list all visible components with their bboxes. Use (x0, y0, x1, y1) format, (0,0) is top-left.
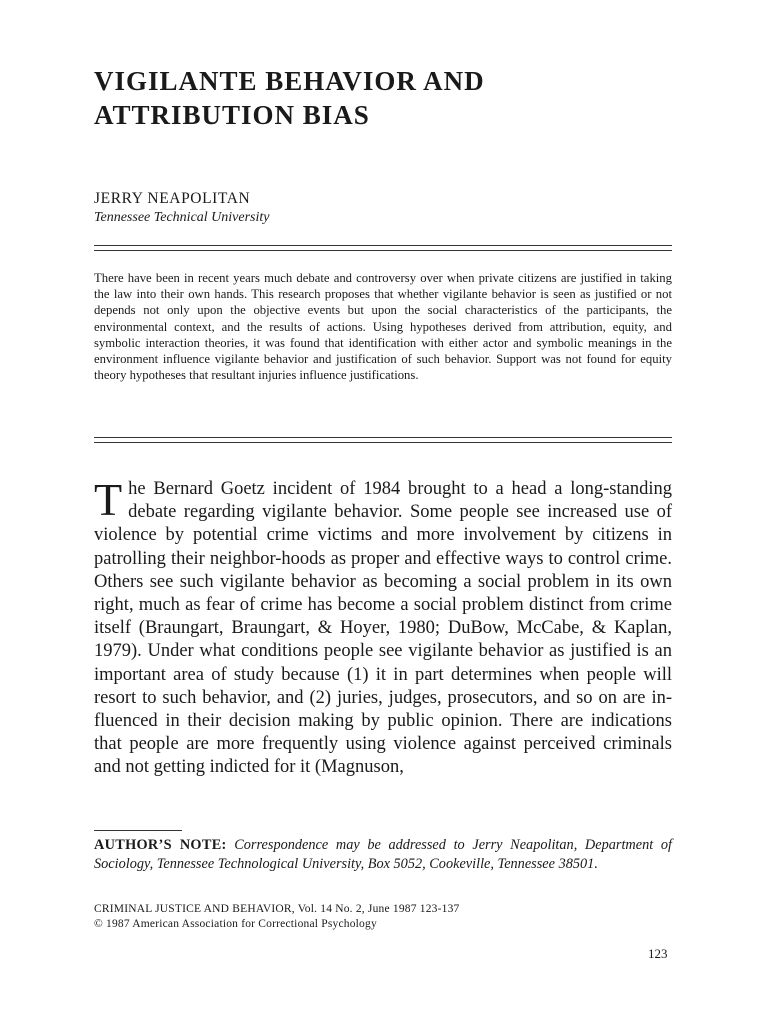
authors-note-text: Correspondence may be addressed to Jerry Neapolitan, Department of Sociology, Tennessee Technological University, Box 5052, Cookeville, Tennessee 38501. (94, 837, 672, 872)
journal-citation: CRIMINAL JUSTICE AND BEHAVIOR, Vol. 14 No. 2, June 1987 123-137 (94, 903, 460, 915)
author-affiliation: Tennessee Technical University (94, 210, 270, 225)
author-name: JERRY NEAPOLITAN (94, 190, 251, 207)
abstract-bottom-rule (94, 437, 672, 443)
abstract-top-rule (94, 245, 672, 251)
body-paragraph-text: he Bernard Goetz incident of 1984 brought to a head a long-standing debate regarding vigilante behavior. Some people see increased use of violence by potential crime victims and more involvement by citizens in patrolling their neighbor-hoods as proper and effective ways to control crime. Others see such vigilante behavior as becoming a social problem in its own right, much as fear of crime has become a social problem distinct from crime itself (Braungart, Braungart, & Hoyer, 1980; DuBow, McCabe, & Kaplan, 1979). Under what conditions people see vigilante behavior as justified is an important area of study because (1) it in part determines when people will resort to such behavior, and (2) juries, judges, prosecutors, and so on are in-fluenced in their decision making by public opinion. There are indications that people are more frequently using violence against perceived criminals and not getting indicted for it (Magnuson, (94, 479, 672, 778)
footnote-rule (94, 830, 182, 831)
body-paragraph (94, 474, 672, 780)
abstract: There have been in recent years much debate and controversy over when private citizens are justified in taking the law into their own hands. This research proposes that whether vigilante behavior is seen as justified or not depends not only upon the objective events but upon the social characteristics of the participants, the environmental context, and the results of actions. Using hypotheses derived from attribution, equity, and symbolic interaction theories, it was found that identification with either actor and symbolic meanings in the environment influence vigilante behavior and justification of such behavior. Support was not found for equity theory hypotheses that resultant injuries influence justifications. (94, 271, 672, 383)
authors-note-label: AUTHOR’S NOTE: (94, 837, 227, 853)
journal-copyright: © 1987 American Association for Correctional Psychology (94, 918, 377, 930)
article-title (94, 64, 694, 132)
journal-info (94, 902, 460, 932)
drop-cap: T (94, 474, 123, 525)
title-line-1: VIGILANTE BEHAVIOR AND (94, 66, 485, 96)
authors-note (94, 836, 672, 873)
page-number: 123 (648, 946, 668, 961)
title-line-2: ATTRIBUTION BIAS (94, 100, 370, 130)
